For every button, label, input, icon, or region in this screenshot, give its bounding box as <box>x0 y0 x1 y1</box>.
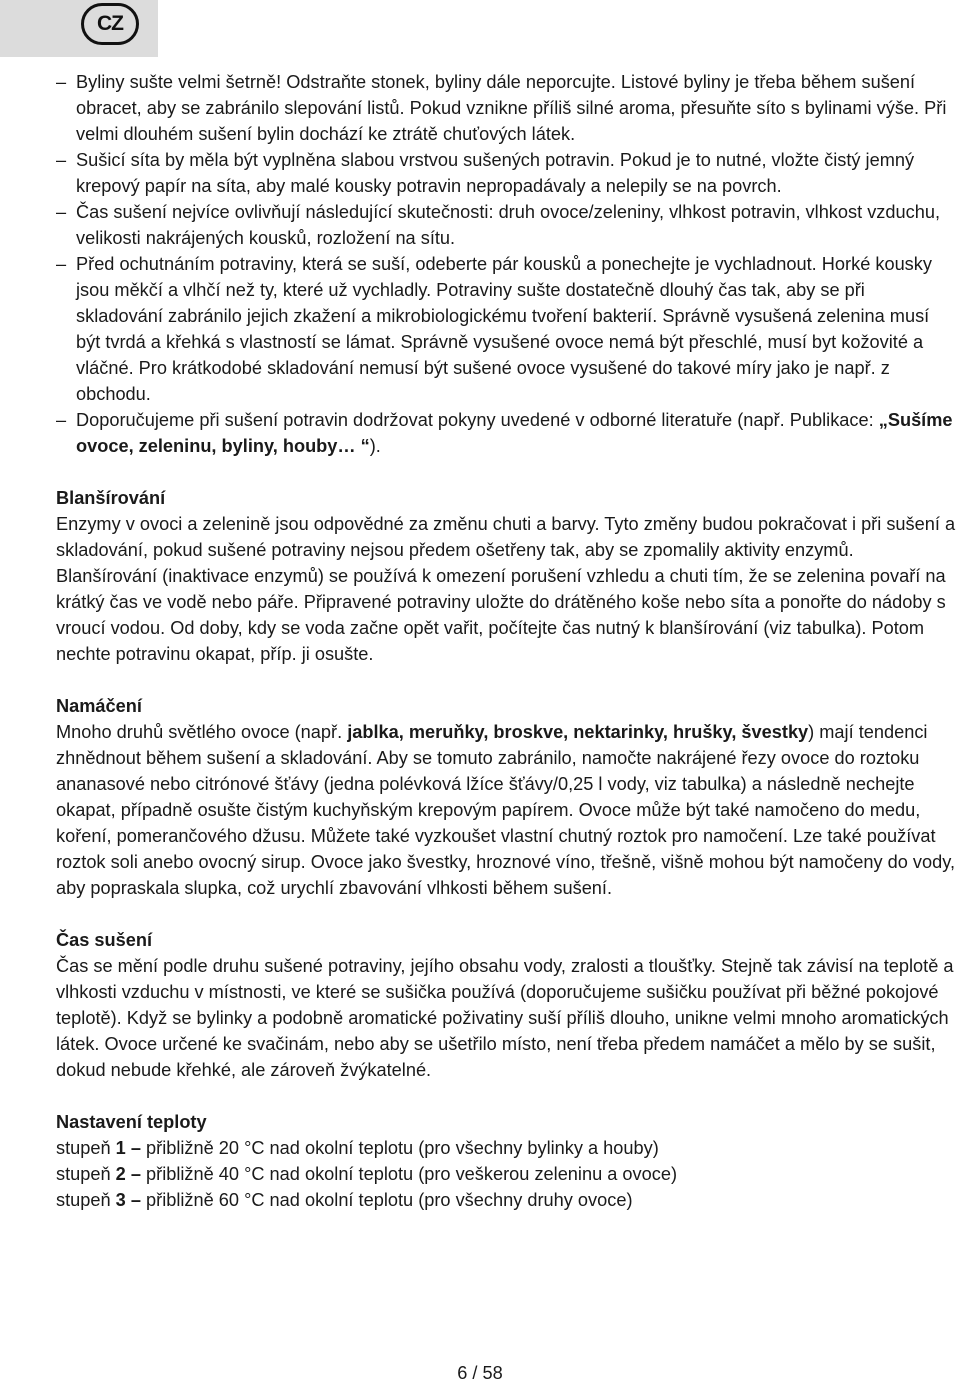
stage-text: přibližně 40 °C nad okolní teplotu (pro veškerou zeleninu a ovoce) <box>140 1164 678 1184</box>
stage-prefix: stupeň <box>56 1164 116 1184</box>
section-title-soaking: Namáčení <box>56 696 142 716</box>
bullet-item <box>56 251 956 407</box>
section-drying-time <box>56 927 956 1083</box>
temperature-stage <box>56 1187 956 1213</box>
stage-dash: – <box>125 1138 141 1158</box>
dash-icon: – <box>56 150 67 170</box>
stage-text: přibližně 20 °C nad okolní teplotu (pro všechny bylinky a houby) <box>140 1138 659 1158</box>
bullet-text: Byliny sušte velmi šetrně! Odstraňte stonek, byliny dále neporcujte. Listové byliny je třeba během sušení obracet, aby se zabránilo slepování listů. Pokud vznikne příliš silné aroma, přesuňte síto s bylinami výše. Při velmi dlouhém sušení bylin dochází ke ztrátě chuťových látek. <box>76 72 947 144</box>
temperature-stage <box>56 1135 956 1161</box>
dash-icon: – <box>56 72 67 92</box>
section-temperature <box>56 1109 956 1213</box>
stage-text: přibližně 60 °C nad okolní teplotu (pro všechny druhy ovoce) <box>140 1190 633 1210</box>
bullet-text-end: ). <box>369 436 381 456</box>
publication-title: „Sušíme ovoce, zeleninu, byliny, houby… “ <box>76 410 953 456</box>
language-header <box>0 0 158 57</box>
bullet-text: Doporučujeme při sušení potravin dodržovat pokyny uvedené v odborné literatuře (např. Publikace: <box>76 410 879 430</box>
bullet-item <box>56 407 956 459</box>
temperature-stage <box>56 1161 956 1187</box>
stage-dash: – <box>125 1164 141 1184</box>
bullet-text: Čas sušení nejvíce ovlivňují následující skutečnosti: druh ovoce/zeleniny, vlhkost potravin, vlhkost vzduchu, velikosti nakrájených kousků, rozložení na sítu. <box>76 202 941 248</box>
section-blanching <box>56 485 956 667</box>
page-content <box>56 69 956 1213</box>
section-text-drying-time: Čas se mění podle druhu sušené potraviny, jejího obsahu vody, zralosti a tloušťky. Stejně tak závisí na teplotě a vlhkosti vzduchu v místnosti, ve které se sušička používá (doporučujeme sušičku používat při běžné pokojové teplotě). Když se bylinky a podobně aromatické poživatiny suší příliš dlouho, unikne velmi mnoho aromatických látek. Ovoce určené ke svačinám, nebo aby se ušetřilo místo, není třeba předem namáčet a mělo by se sušit, dokud nebude křehké, ale zároveň žvýkatelné. <box>56 956 954 1080</box>
bullet-text: Sušicí síta by měla být vyplněna slabou vrstvou sušených potravin. Pokud je to nutné, vložte čistý jemný krepový papír na síta, aby malé kousky potravin nepropadávaly a nelepily se na povrch. <box>76 150 915 196</box>
soaking-text-start: Mnoho druhů světlého ovoce (např. <box>56 722 348 742</box>
soaking-fruit-list: jablka, meruňky, broskve, nektarinky, hrušky, švestky <box>347 722 809 742</box>
page-number: 6 / 58 <box>457 1363 503 1383</box>
section-title-temperature: Nastavení teploty <box>56 1112 207 1132</box>
section-text-blanching: Enzymy v ovoci a zelenině jsou odpovědné za změnu chuti a barvy. Tyto změny budou pokračovat i při sušení a skladování, pokud sušené potraviny nejsou předem ošetřeny tak, aby se zpomalily aktivity enzymů. Blanšírování (inaktivace enzymů) se používá k omezení porušení vzhledu a chuti tím, že se zelenina povaří na krátký čas ve vodě nebo páře. Připravené potraviny uložte do drátěného koše nebo síta a ponořte do nádoby s vroucí vodou. Od doby, kdy se voda začne opět vařit, počítejte čas nutný k blanšírování (viz tabulka). Potom nechte potravinu okapat, příp. ji osušte. <box>56 514 956 664</box>
section-soaking <box>56 693 956 901</box>
language-badge: CZ <box>81 3 139 45</box>
stage-prefix: stupeň <box>56 1190 116 1210</box>
soaking-text-end: ) mají tendenci zhnědnout během sušení a skladování. Aby se tomuto zabránilo, namočte nakrájené řezy ovoce do roztoku ananasové nebo citrónové šťávy (jedna polévková lžíce šťávy/0,25 l vody, viz tabulka) a následně nechejte okapat, případně osušte čistým kuchyňským krepovým papírem. Ovoce může být také namočeno do medu, koření, pomerančového džusu. Můžete také vyzkoušet vlastní chutný roztok pro namočení. Lze také používat roztok soli anebo ovocný sirup. Ovoce jako švestky, hroznové víno, třešně, višně mohou být namočeny do vody, aby popraskala slupka, což urychlí zbavování vlhkosti během sušení. <box>56 722 956 898</box>
section-title-blanching: Blanšírování <box>56 488 166 508</box>
dash-icon: – <box>56 410 67 430</box>
section-title-drying-time: Čas sušení <box>56 930 153 950</box>
stage-dash: – <box>125 1190 141 1210</box>
bullet-item <box>56 69 956 147</box>
dash-icon: – <box>56 254 67 274</box>
bullet-item <box>56 147 956 199</box>
bullet-text: Před ochutnáním potraviny, která se suší, odeberte pár kousků a ponechejte je vychladnout. Horké kousky jsou měkčí a vlhčí než ty, které už vychladly. Potraviny sušte dostatečně dlouhý čas tak, aby se při skladování zabránilo jejich zkažení a mikrobiologickému tvoření bakterií. Správně vysušená zelenina musí být tvrdá a křehká s vlastností se lámat. Správně vysušené ovoce nemá být přeschlé, musí byt kožovité a vláčné. Pro krátkodobé skladování nemusí být sušené ovoce vysušené do takové míry jako je např. z obchodu. <box>76 254 932 404</box>
stage-number: 2 <box>115 1164 126 1184</box>
stage-number: 1 <box>115 1138 126 1158</box>
stage-prefix: stupeň <box>56 1138 116 1158</box>
section-text-soaking <box>56 719 956 901</box>
dash-icon: – <box>56 202 67 222</box>
stage-number: 3 <box>115 1190 126 1210</box>
bullet-item <box>56 199 956 251</box>
